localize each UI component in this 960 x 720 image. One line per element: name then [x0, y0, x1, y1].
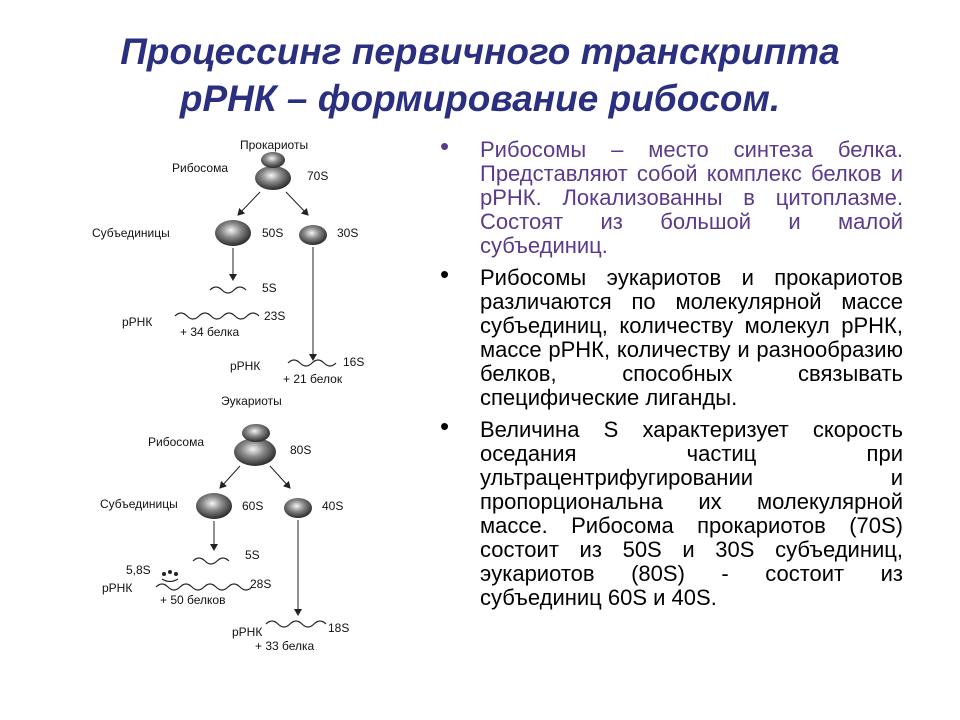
bullet-text-3: Величина S характеризует скорость оседания частиц при ультрацентрифугировании и пропорциональна их молекулярной массе. Рибосома прокариотов (70S) состоит из 50S и 30S субъединиц, эукариотов (80S) - состоит из субъединиц 60S и 40S.	[480, 417, 903, 610]
bullet-text-1: Рибосомы – место синтеза белка. Представляют собой комплекс белков и рРНК. Локализованны в цитоплазме. Состоят из большой и малой субъединиц.	[480, 137, 903, 258]
euk-proteins-small: + 33 белка	[255, 639, 315, 653]
bullet-mark: •	[440, 131, 450, 161]
pro-arrow-to-large	[238, 192, 260, 215]
euk-subunits-label: Субъединицы	[100, 497, 178, 511]
euk-40s-label: 40S	[322, 499, 344, 513]
pro-large-subunit-icon	[215, 220, 251, 246]
euk-28s-label: 28S	[250, 577, 272, 591]
euk-58s-label: 5,8S	[126, 563, 151, 577]
euk-rrna-label-small: рРНК	[232, 625, 263, 639]
title-line-1: Процессинг первичного транскрипта	[120, 31, 840, 72]
euk-28s-rna-icon	[156, 584, 252, 590]
bullet-mark: •	[440, 259, 450, 289]
ribosome-diagram	[90, 130, 380, 660]
euk-5s-rna-icon	[193, 558, 229, 564]
bullet-item-2	[438, 259, 903, 410]
pro-small-subunit-icon	[299, 225, 327, 245]
pro-ribosome-70s-icon	[255, 152, 291, 190]
bullet-text-2: Рибосомы эукариотов и прокариотов различаются по молекулярной массе субъединиц, количеству молекул рРНК, массе рРНК, количеству и разнообразию белков, способных связывать специфические лиганды.	[480, 265, 903, 410]
euk-80s-label: 80S	[290, 443, 312, 457]
pro-30s-label: 30S	[337, 226, 359, 240]
bullet-mark: •	[440, 411, 450, 441]
prokaryotes-group	[92, 138, 364, 386]
euk-ribosome-80s-icon	[234, 424, 276, 466]
pro-70s-label: 70S	[307, 169, 329, 183]
pro-arrow-to-small	[286, 192, 308, 215]
pro-16s-rna-icon	[288, 360, 336, 366]
euk-60s-label: 60S	[242, 499, 264, 513]
pro-rrna-label-large: рРНК	[122, 315, 153, 329]
euk-18s-label: 18S	[328, 621, 350, 635]
slide-title	[20, 28, 940, 122]
pro-5s-rna-icon	[210, 287, 246, 293]
bullet-item-3	[438, 411, 903, 610]
euk-58s-rna-icon	[162, 570, 178, 582]
euk-rrna-label-large: рРНК	[102, 581, 133, 595]
euk-ribosome-label: Рибосома	[148, 435, 204, 449]
bullet-item-1	[438, 131, 903, 258]
prokaryotes-header: Прокариоты	[240, 138, 309, 152]
pro-proteins-large: + 34 белка	[180, 325, 240, 339]
pro-23s-label: 23S	[264, 309, 286, 323]
pro-16s-label: 16S	[343, 355, 365, 369]
pro-50s-label: 50S	[262, 226, 284, 240]
pro-proteins-small: + 21 белок	[283, 372, 343, 386]
title-line-2: рРНК – формирование рибосом.	[179, 78, 781, 119]
pro-ribosome-label: Рибосома	[172, 161, 228, 175]
pro-5s-label: 5S	[262, 281, 277, 295]
euk-arrow-to-small	[270, 466, 290, 488]
euk-large-subunit-icon	[196, 493, 232, 519]
euk-small-subunit-icon	[284, 498, 312, 518]
pro-23s-rna-icon	[175, 313, 259, 319]
euk-arrow-to-large	[220, 466, 240, 488]
bullet-list	[438, 131, 903, 618]
euk-18s-rna-icon	[266, 621, 326, 627]
eukaryotes-header: Эукариоты	[221, 394, 282, 408]
euk-proteins-large: + 50 белков	[160, 593, 226, 607]
pro-rrna-label-small: рРНК	[230, 359, 261, 373]
pro-subunits-label: Субъединицы	[92, 226, 170, 240]
euk-5s-label: 5S	[245, 548, 260, 562]
eukaryotes-group	[100, 394, 349, 653]
